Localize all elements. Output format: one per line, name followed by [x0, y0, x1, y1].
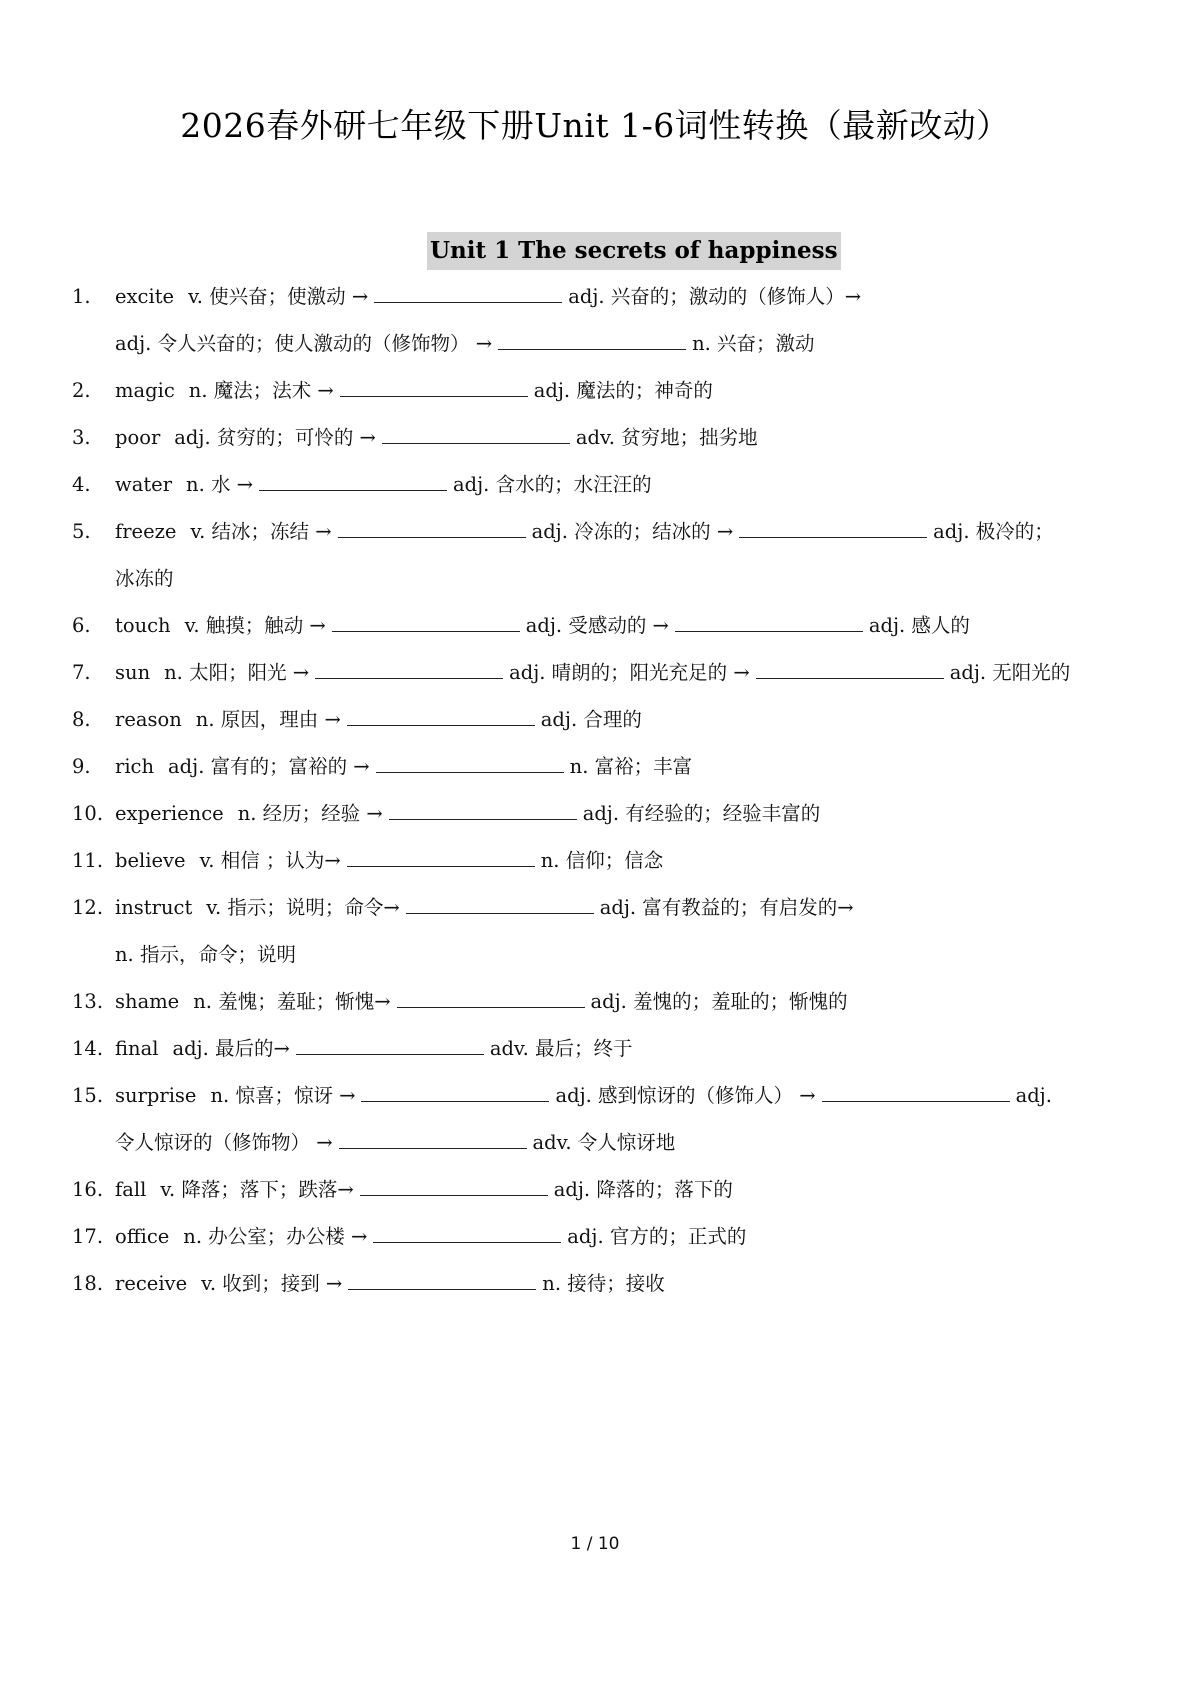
item-number: 17.	[72, 1225, 104, 1248]
headword: final	[115, 1037, 159, 1060]
item-line	[115, 423, 758, 453]
answer-blank[interactable]	[339, 1128, 527, 1149]
definition-text: adj. 羞愧的；羞耻的；惭愧的	[590, 990, 848, 1013]
answer-blank[interactable]	[498, 329, 686, 350]
definition-text: n. 惊喜；惊讶 →	[210, 1084, 356, 1107]
definition-text: n. 指示，命令；说明	[115, 943, 296, 966]
headword: water	[115, 473, 173, 496]
definition-text: adj. 含水的；水汪汪的	[453, 473, 652, 496]
item-line	[115, 752, 692, 782]
item-line	[115, 376, 713, 406]
definition-text: v. 指示；说明；命令→	[206, 896, 400, 919]
item-line	[115, 470, 652, 500]
item-number: 4.	[72, 473, 91, 496]
unit-heading: Unit 1 The secrets of happiness	[427, 232, 841, 270]
headword: freeze	[115, 520, 177, 543]
headword: instruct	[115, 896, 193, 919]
item-number: 8.	[72, 708, 91, 731]
item-number: 7.	[72, 661, 91, 684]
definition-text: 令人惊讶的（修饰物） →	[115, 1131, 333, 1154]
definition-text: v. 触摸；触动 →	[184, 614, 326, 637]
answer-blank[interactable]	[348, 1269, 536, 1290]
definition-text: v. 收到；接到 →	[201, 1272, 343, 1295]
definition-text: adj. 富有教益的；有启发的→	[599, 896, 854, 919]
definition-text: v. 结冰；冻结 →	[190, 520, 332, 543]
definition-text: adj. 晴朗的；阳光充足的 →	[509, 661, 750, 684]
definition-text: v. 降落；落下；跌落→	[160, 1178, 354, 1201]
definition-text: adj. 最后的→	[172, 1037, 290, 1060]
definition-text: adj. 富有的；富裕的 →	[168, 755, 370, 778]
item-number: 18.	[72, 1272, 104, 1295]
item-line	[115, 705, 642, 735]
answer-blank[interactable]	[739, 517, 927, 538]
item-line	[115, 1269, 665, 1299]
item-number: 12.	[72, 896, 104, 919]
definition-text: 冰冻的	[115, 567, 174, 590]
definition-text: v. 使兴奋；使激动 →	[188, 285, 369, 308]
answer-blank[interactable]	[347, 705, 535, 726]
item-line	[115, 987, 848, 1017]
definition-text: adv. 最后；终于	[489, 1037, 633, 1060]
definition-text: n. 接待；接收	[542, 1272, 665, 1295]
item-number: 11.	[72, 849, 104, 872]
definition-text: n. 经历；经验 →	[237, 802, 383, 825]
definition-text: adj.	[1015, 1084, 1052, 1107]
definition-text: n. 太阳；阳光 →	[164, 661, 310, 684]
answer-blank[interactable]	[822, 1081, 1010, 1102]
headword: reason	[115, 708, 182, 731]
item-number: 5.	[72, 520, 91, 543]
item-line	[115, 1175, 733, 1205]
headword: believe	[115, 849, 186, 872]
definition-text: adj. 有经验的；经验丰富的	[582, 802, 821, 825]
definition-text: adj. 感到惊讶的（修饰人） →	[555, 1084, 816, 1107]
definition-text: n. 羞愧；羞耻；惭愧→	[193, 990, 391, 1013]
answer-blank[interactable]	[338, 517, 526, 538]
item-line	[115, 611, 970, 641]
document-title: 2026春外研七年级下册Unit 1-6词性转换（最新改动）	[180, 106, 1010, 145]
headword: receive	[115, 1272, 188, 1295]
definition-text: adj. 贫穷的；可怜的 →	[174, 426, 376, 449]
definition-text: n. 信仰；信念	[540, 849, 664, 872]
headword: excite	[115, 285, 175, 308]
definition-text: adj. 兴奋的；激动的（修饰人）→	[568, 285, 862, 308]
definition-text: adj. 冷冻的；结冰的 →	[531, 520, 734, 543]
headword: fall	[115, 1178, 147, 1201]
item-number: 10.	[72, 802, 104, 825]
answer-blank[interactable]	[675, 611, 863, 632]
item-number: 3.	[72, 426, 91, 449]
definition-text: adj. 受感动的 →	[525, 614, 669, 637]
item-line	[115, 517, 1054, 547]
definition-text: n. 原因，理由 →	[195, 708, 341, 731]
item-number: 16.	[72, 1178, 104, 1201]
definition-text: n. 富裕；丰富	[569, 755, 693, 778]
item-line	[115, 1222, 746, 1252]
answer-blank[interactable]	[361, 1081, 549, 1102]
definition-text: n. 魔法；法术 →	[188, 379, 334, 402]
answer-blank[interactable]	[397, 987, 585, 1008]
item-number: 1.	[72, 285, 91, 308]
definition-text: n. 水 →	[186, 473, 254, 496]
definition-text: v. 相信 ；认为→	[199, 849, 341, 872]
headword: sun	[115, 661, 151, 684]
answer-blank[interactable]	[332, 611, 520, 632]
item-continuation-line	[115, 564, 174, 594]
headword: poor	[115, 426, 161, 449]
answer-blank[interactable]	[259, 470, 447, 491]
answer-blank[interactable]	[406, 893, 594, 914]
item-continuation-line	[115, 1128, 675, 1158]
answer-blank[interactable]	[382, 423, 570, 444]
item-number: 13.	[72, 990, 104, 1013]
item-number: 15.	[72, 1084, 104, 1107]
item-line	[115, 1081, 1052, 1111]
answer-blank[interactable]	[389, 799, 577, 820]
definition-text: adj. 降落的；落下的	[553, 1178, 733, 1201]
definition-text: n. 兴奋；激动	[692, 332, 815, 355]
item-line	[115, 799, 820, 829]
item-line	[115, 893, 854, 923]
answer-blank[interactable]	[360, 1175, 548, 1196]
item-number: 6.	[72, 614, 91, 637]
definition-text: adj. 魔法的；神奇的	[533, 379, 713, 402]
item-number: 2.	[72, 379, 91, 402]
item-continuation-line	[115, 940, 296, 970]
answer-blank[interactable]	[376, 752, 564, 773]
answer-blank[interactable]	[315, 658, 503, 679]
headword: touch	[115, 614, 171, 637]
headword: experience	[115, 802, 224, 825]
definition-text: adv. 令人惊讶地	[532, 1131, 676, 1154]
page-indicator: 1 / 10	[570, 1534, 620, 1554]
answer-blank[interactable]	[347, 846, 535, 867]
headword: magic	[115, 379, 175, 402]
definition-text: adj. 极冷的；	[933, 520, 1054, 543]
item-number: 9.	[72, 755, 91, 778]
item-line	[115, 1034, 633, 1064]
answer-blank[interactable]	[296, 1034, 484, 1055]
item-line	[115, 846, 663, 876]
definition-text: adv. 贫穷地；拙劣地	[575, 426, 758, 449]
answer-blank[interactable]	[756, 658, 944, 679]
answer-blank[interactable]	[340, 376, 528, 397]
definition-text: n. 办公室；办公楼 →	[183, 1225, 368, 1248]
headword: rich	[115, 755, 155, 778]
definition-text: adj. 合理的	[540, 708, 642, 731]
headword: shame	[115, 990, 180, 1013]
definition-text: adj. 官方的；正式的	[567, 1225, 747, 1248]
headword: surprise	[115, 1084, 197, 1107]
answer-blank[interactable]	[373, 1222, 561, 1243]
item-line	[115, 658, 1070, 688]
definition-text: adj. 感人的	[868, 614, 970, 637]
item-continuation-line	[115, 329, 815, 359]
definition-text: adj. 无阳光的	[949, 661, 1071, 684]
item-number: 14.	[72, 1037, 104, 1060]
headword: office	[115, 1225, 170, 1248]
item-line	[115, 282, 861, 312]
answer-blank[interactable]	[374, 282, 562, 303]
definition-text: adj. 令人兴奋的；使人激动的（修饰物） →	[115, 332, 493, 355]
